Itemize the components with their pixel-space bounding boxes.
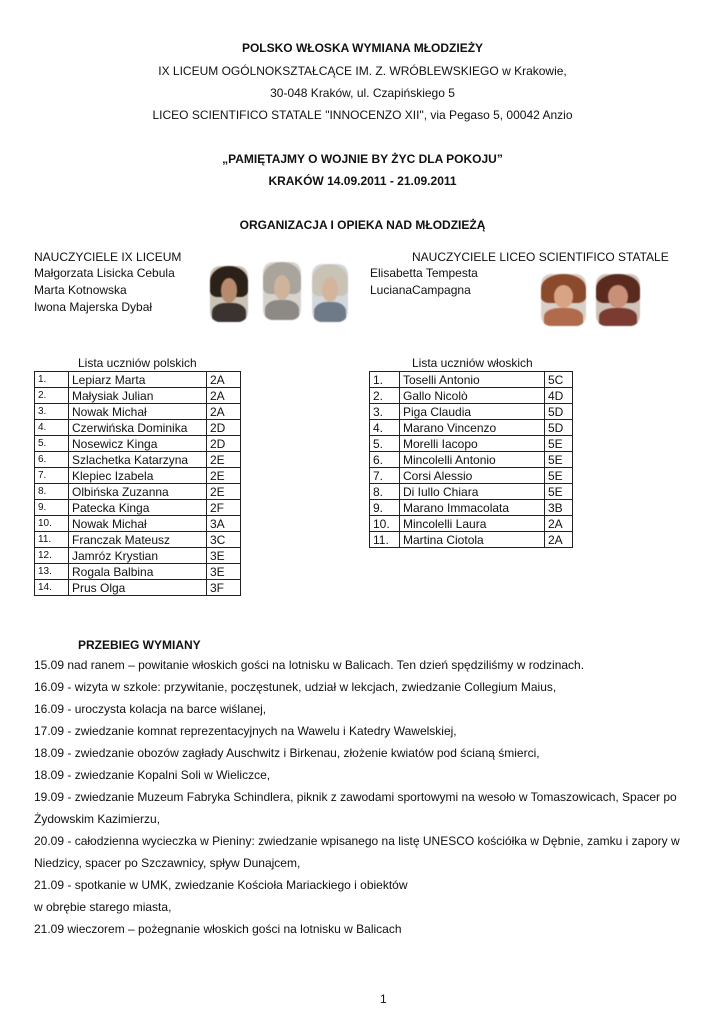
student-class: 5D	[545, 420, 573, 436]
polish-teacher-1: Małgorzata Lisicka Cebula	[34, 266, 175, 280]
student-class: 5E	[545, 436, 573, 452]
polish-list-caption: Lista uczniów polskich	[78, 356, 197, 370]
row-number: 3.	[370, 404, 400, 420]
row-number: 8.	[370, 484, 400, 500]
student-class: 3A	[207, 516, 241, 532]
row-number: 2.	[35, 388, 69, 404]
motto: „PAMIĘTAJMY O WOJNIE BY ŻYC DLA POKOJU”	[222, 152, 503, 166]
student-class: 2A	[545, 516, 573, 532]
student-class: 3C	[207, 532, 241, 548]
italian-teachers-heading: NAUCZYCIELE LICEO SCIENTIFICO STATALE	[412, 250, 669, 264]
teacher-photo-2	[263, 262, 301, 320]
student-class: 2A	[207, 404, 241, 420]
row-number: 1.	[370, 372, 400, 388]
row-number: 5.	[370, 436, 400, 452]
row-number: 4.	[370, 420, 400, 436]
polish-teacher-3: Iwona Majerska Dybał	[34, 300, 153, 314]
row-number: 4.	[35, 420, 69, 436]
student-class: 3E	[207, 548, 241, 564]
polish-row	[35, 372, 241, 388]
program-line: 18.09 - zwiedzanie obozów zagłady Auschwitz i Birkenau, złożenie kwiatów pod ścianą śmierci,	[34, 746, 540, 760]
program-line: 17.09 - zwiedzanie komnat reprezentacyjnych na Wawelu i Katedry Wawelskiej,	[34, 724, 457, 738]
program-line: 16.09 - uroczysta kolacja na barce wiślanej,	[34, 702, 267, 716]
polish-row	[35, 564, 241, 580]
row-number: 11.	[370, 532, 400, 548]
row-number: 9.	[35, 500, 69, 516]
student-name: Mincolelli Laura	[400, 516, 545, 532]
student-name: Małysiak Julian	[69, 388, 207, 404]
italian-teacher-2: LucianaCampagna	[370, 283, 471, 297]
polish-row	[35, 532, 241, 548]
page-number: 1	[380, 992, 387, 1006]
student-name: Di Iullo Chiara	[400, 484, 545, 500]
polish-teachers-heading: NAUCZYCIELE IX LICEUM	[34, 250, 182, 264]
program-line: Żydowskim Kazimierzu,	[34, 812, 161, 826]
polish-row	[35, 388, 241, 404]
student-class: 2E	[207, 484, 241, 500]
student-name: Lepiarz Marta	[69, 372, 207, 388]
student-name: Marano Immacolata	[400, 500, 545, 516]
school-polish-address: 30-048 Kraków, ul. Czapińskiego 5	[270, 86, 455, 100]
student-class: 2E	[207, 468, 241, 484]
student-class: 5C	[545, 372, 573, 388]
student-name: Nowak Michał	[69, 404, 207, 420]
student-class: 2A	[207, 388, 241, 404]
polish-row	[35, 548, 241, 564]
row-number: 14.	[35, 580, 69, 596]
polish-teacher-2: Marta Kotnowska	[34, 283, 127, 297]
italian-students-table	[369, 371, 573, 548]
program-line: 15.09 nad ranem – powitanie włoskich gości na lotnisku w Balicach. Ten dzień spędziliśmy w rodzinach.	[34, 658, 585, 672]
row-number: 7.	[370, 468, 400, 484]
polish-row	[35, 436, 241, 452]
student-class: 2F	[207, 500, 241, 516]
italian-row	[370, 484, 573, 500]
student-name: Gallo Nicolò	[400, 388, 545, 404]
polish-row	[35, 404, 241, 420]
program-line: 20.09 - całodzienna wycieczka w Pieniny: zwiedzanie wpisanego na listę UNESCO kościółka w Dębnie, zamku i zapory w	[34, 834, 680, 848]
row-number: 9.	[370, 500, 400, 516]
student-name: Patecka Kinga	[69, 500, 207, 516]
student-class: 2A	[545, 532, 573, 548]
student-name: Prus Olga	[69, 580, 207, 596]
student-class: 2D	[207, 420, 241, 436]
student-class: 4D	[545, 388, 573, 404]
row-number: 6.	[370, 452, 400, 468]
polish-row	[35, 420, 241, 436]
student-name: Jamróz Krystian	[69, 548, 207, 564]
student-name: Nowak Michał	[69, 516, 207, 532]
row-number: 12.	[35, 548, 69, 564]
school-polish-name: IX LICEUM OGÓLNOKSZTAŁCĄCE IM. Z. WRÓBLEWSKIEGO w Krakowie,	[158, 64, 567, 78]
student-name: Szlachetka Katarzyna	[69, 452, 207, 468]
program-line: 19.09 - zwiedzanie Muzeum Fabryka Schindlera, piknik z zawodami sportowymi na wesoło w Tomaszowicach, Spacer po	[34, 790, 677, 804]
italian-list-caption: Lista uczniów włoskich	[412, 356, 533, 370]
school-italian-name: LICEO SCIENTIFICO STATALE "INNOCENZO XII", via Pegaso 5, 00042 Anzio	[152, 108, 573, 122]
row-number: 11.	[35, 532, 69, 548]
teacher-photo-4	[541, 274, 586, 326]
italian-row	[370, 500, 573, 516]
polish-row	[35, 500, 241, 516]
polish-row	[35, 468, 241, 484]
exchange-title: POLSKO WŁOSKA WYMIANA MŁODZIEŻY	[241, 41, 484, 55]
student-class: 2D	[207, 436, 241, 452]
polish-row	[35, 516, 241, 532]
program-lines	[34, 654, 694, 940]
program-line: 18.09 - zwiedzanie Kopalni Soli w Wieliczce,	[34, 768, 271, 782]
student-name: Piga Claudia	[400, 404, 545, 420]
student-class: 3E	[207, 564, 241, 580]
teacher-photo-1	[210, 266, 248, 322]
teacher-photo-3	[312, 264, 348, 322]
italian-row	[370, 372, 573, 388]
student-name: Rogala Balbina	[69, 564, 207, 580]
row-number: 1.	[35, 372, 69, 388]
row-number: 5.	[35, 436, 69, 452]
student-name: Toselli Antonio	[400, 372, 545, 388]
program-line: 16.09 - wizyta w szkole: przywitanie, poczęstunek, udział w lekcjach, zwiedzanie Collegium Maius,	[34, 680, 557, 694]
student-class: 2E	[207, 452, 241, 468]
row-number: 6.	[35, 452, 69, 468]
student-class: 3B	[545, 500, 573, 516]
student-name: Klepiec Izabela	[69, 468, 207, 484]
italian-row	[370, 452, 573, 468]
polish-students-table	[34, 371, 241, 596]
row-number: 13.	[35, 564, 69, 580]
program-line: 21.09 - spotkanie w UMK, zwiedzanie Kościoła Mariackiego i obiektów	[34, 878, 408, 892]
row-number: 2.	[370, 388, 400, 404]
section-heading: ORGANIZACJA I OPIEKA NAD MŁODZIEŻĄ	[239, 218, 486, 232]
program-line: 21.09 wieczorem – pożegnanie włoskich gości na lotnisku w Balicach	[34, 922, 402, 936]
italian-row	[370, 516, 573, 532]
italian-row	[370, 404, 573, 420]
italian-row	[370, 468, 573, 484]
italian-row	[370, 436, 573, 452]
row-number: 7.	[35, 468, 69, 484]
row-number: 10.	[35, 516, 69, 532]
student-name: Nosewicz Kinga	[69, 436, 207, 452]
student-name: Franczak Mateusz	[69, 532, 207, 548]
italian-row	[370, 388, 573, 404]
teacher-photo-5	[596, 274, 640, 326]
polish-row	[35, 452, 241, 468]
student-name: Olbińska Zuzanna	[69, 484, 207, 500]
student-name: Marano Vincenzo	[400, 420, 545, 436]
polish-row	[35, 580, 241, 596]
polish-row	[35, 484, 241, 500]
student-class: 5E	[545, 468, 573, 484]
student-name: Morelli Iacopo	[400, 436, 545, 452]
student-class: 5D	[545, 404, 573, 420]
exchange-dates: KRAKÓW 14.09.2011 - 21.09.2011	[268, 174, 457, 188]
student-class: 2A	[207, 372, 241, 388]
row-number: 10.	[370, 516, 400, 532]
student-class: 3F	[207, 580, 241, 596]
student-name: Martina Ciotola	[400, 532, 545, 548]
student-name: Czerwińska Dominika	[69, 420, 207, 436]
italian-teacher-1: Elisabetta Tempesta	[370, 266, 478, 280]
italian-row	[370, 420, 573, 436]
student-name: Mincolelli Antonio	[400, 452, 545, 468]
student-class: 5E	[545, 484, 573, 500]
program-line: Niedzicy, spacer po Szczawnicy, spływ Dunajcem,	[34, 856, 301, 870]
row-number: 8.	[35, 484, 69, 500]
student-name: Corsi Alessio	[400, 468, 545, 484]
student-class: 5E	[545, 452, 573, 468]
program-heading: PRZEBIEG WYMIANY	[78, 638, 201, 652]
program-line: w obrębie starego miasta,	[34, 900, 172, 914]
italian-row	[370, 532, 573, 548]
row-number: 3.	[35, 404, 69, 420]
